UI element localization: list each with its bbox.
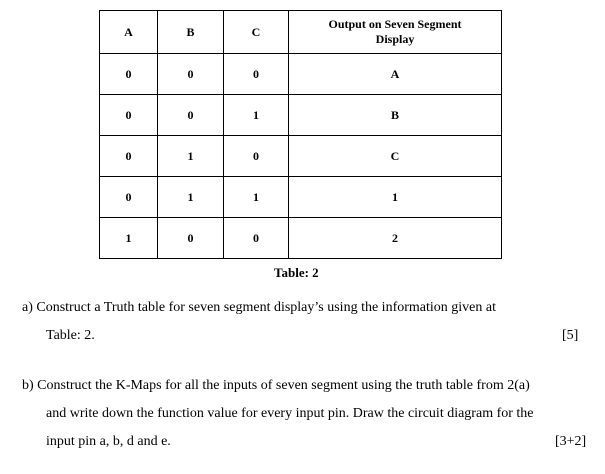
cell-output: 2 xyxy=(289,218,502,259)
table-row xyxy=(100,177,502,218)
question-a-marks: [5] xyxy=(562,328,579,343)
cell-output: B xyxy=(289,95,502,136)
table-caption: Table: 2 xyxy=(274,265,319,280)
cell-b: 1 xyxy=(158,136,224,177)
cell-output: C xyxy=(289,136,502,177)
question-a-line2: Table: 2. xyxy=(46,328,95,343)
cell-a: 0 xyxy=(100,54,158,95)
cell-b: 0 xyxy=(158,54,224,95)
cell-c: 0 xyxy=(224,218,289,259)
question-b-line3: input pin a, b, d and e. xyxy=(46,434,171,449)
table-header-row xyxy=(100,11,502,54)
question-b-line2: and write down the function value for every input pin. Draw the circuit diagram for the xyxy=(46,406,534,421)
header-b: B xyxy=(158,11,224,54)
cell-a: 0 xyxy=(100,95,158,136)
header-output xyxy=(289,11,502,54)
table-row xyxy=(100,54,502,95)
header-output-line2: Display xyxy=(375,32,415,46)
truth-table xyxy=(99,10,502,259)
cell-output: 1 xyxy=(289,177,502,218)
cell-b: 0 xyxy=(158,218,224,259)
cell-c: 1 xyxy=(224,177,289,218)
question-a-line1: a) Construct a Truth table for seven segment display’s using the information given at xyxy=(22,300,496,315)
table-row xyxy=(100,95,502,136)
question-b-line1: b) Construct the K-Maps for all the inputs of seven segment using the truth table from 2(a) xyxy=(22,378,530,393)
cell-c: 0 xyxy=(224,136,289,177)
cell-b: 1 xyxy=(158,177,224,218)
header-a: A xyxy=(100,11,158,54)
header-output-line1: Output on Seven Segment xyxy=(328,17,462,31)
header-c: C xyxy=(224,11,289,54)
cell-c: 0 xyxy=(224,54,289,95)
table-row xyxy=(100,136,502,177)
cell-a: 0 xyxy=(100,136,158,177)
cell-c: 1 xyxy=(224,95,289,136)
cell-a: 0 xyxy=(100,177,158,218)
table-row xyxy=(100,218,502,259)
question-b-marks: [3+2] xyxy=(555,434,587,449)
cell-a: 1 xyxy=(100,218,158,259)
cell-b: 0 xyxy=(158,95,224,136)
cell-output: A xyxy=(289,54,502,95)
